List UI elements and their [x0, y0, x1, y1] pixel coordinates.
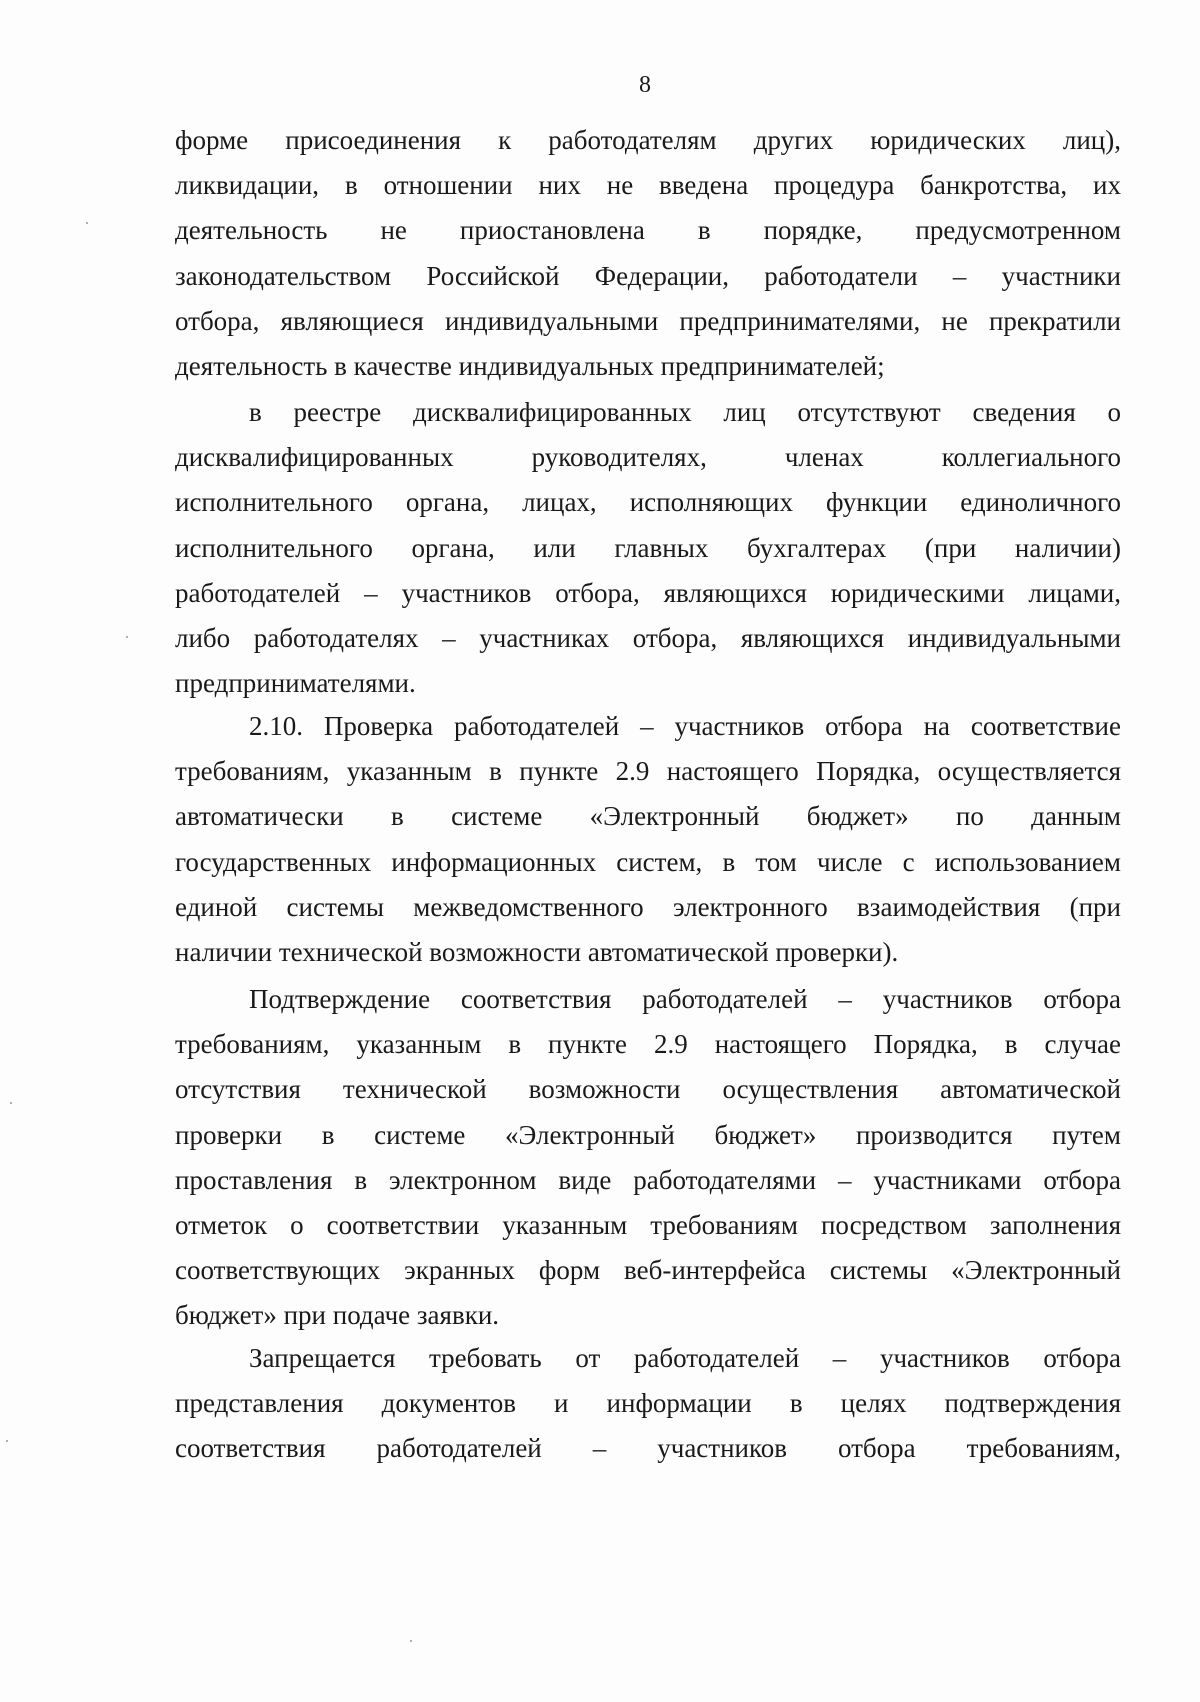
text-line: соответствия работодателей – участников отбора требованиям, — [175, 1433, 1121, 1464]
text-line: автоматически в системе «Электронный бюджет» по данным — [175, 801, 1121, 832]
text-line: требованиям, указанным в пункте 2.9 настоящего Порядка, осуществляется — [175, 756, 1121, 787]
text-line: Подтверждение соответствия работодателей – участников отбора — [249, 984, 1121, 1014]
scan-speck — [6, 1440, 8, 1442]
text-line: государственных информационных систем, в том числе с использованием — [175, 846, 1121, 877]
text-line: работодателей – участников отбора, являющихся юридическими лицами, — [175, 577, 1121, 608]
text-line: предпринимателями. — [175, 668, 416, 699]
text-line: наличии технической возможности автоматической проверки). — [175, 936, 899, 967]
paragraph-4 — [175, 977, 1121, 1339]
scan-speck — [410, 1640, 412, 1642]
scan-speck — [126, 636, 128, 638]
text-line: отсутствия технической возможности осуществления автоматической — [175, 1074, 1121, 1105]
text-line: 2.10. Проверка работодателей – участников отбора на соответствие — [249, 711, 1121, 741]
text-line: проверки в системе «Электронный бюджет» производится путем — [175, 1119, 1121, 1150]
text-line: представления документов и информации в целях подтверждения — [175, 1388, 1121, 1419]
text-line: требованиям, указанным в пункте 2.9 настоящего Порядка, в случае — [175, 1029, 1121, 1060]
text-line: законодательством Российской Федерации, работодатели – участники — [175, 260, 1121, 291]
text-line: деятельность не приостановлена в порядке, предусмотренном — [175, 215, 1121, 246]
page-number: 8 — [639, 72, 651, 98]
text-line: Запрещается требовать от работодателей – участников отбора — [249, 1343, 1121, 1373]
paragraph-5 — [175, 1336, 1121, 1472]
text-line: либо работодателях – участниках отбора, являющихся индивидуальными — [175, 622, 1121, 653]
text-line: в реестре дисквалифицированных лиц отсутствуют сведения о — [249, 397, 1121, 427]
text-line: форме присоединения к работодателям других юридических лиц), — [175, 125, 1121, 155]
text-line: бюджет» при подаче заявки. — [175, 1300, 500, 1331]
scan-speck — [86, 222, 88, 224]
paragraph-1 — [175, 118, 1121, 389]
text-line: ликвидации, в отношении них не введена процедура банкротства, их — [175, 170, 1121, 201]
text-line: отметок о соответствии указанным требованиям посредством заполнения — [175, 1209, 1121, 1240]
text-line: дисквалифицированных руководителях, членах коллегиального — [175, 442, 1121, 473]
text-line: отбора, являющиеся индивидуальными предпринимателями, не прекратили — [175, 305, 1121, 336]
text-line: проставления в электронном виде работодателями – участниками отбора — [175, 1164, 1121, 1195]
paragraph-2 — [175, 390, 1121, 706]
text-line: исполнительного органа, или главных бухгалтерах (при наличии) — [175, 532, 1121, 563]
text-line: исполнительного органа, лицах, исполняющих функции единоличного — [175, 487, 1121, 518]
text-line: деятельность в качестве индивидуальных предпринимателей; — [175, 350, 885, 381]
scan-speck — [10, 1102, 12, 1104]
text-line: единой системы межведомственного электронного взаимодействия (при — [175, 891, 1121, 922]
paragraph-3 — [175, 704, 1121, 975]
text-line: соответствующих экранных форм веб-интерфейса системы «Электронный — [175, 1255, 1121, 1286]
